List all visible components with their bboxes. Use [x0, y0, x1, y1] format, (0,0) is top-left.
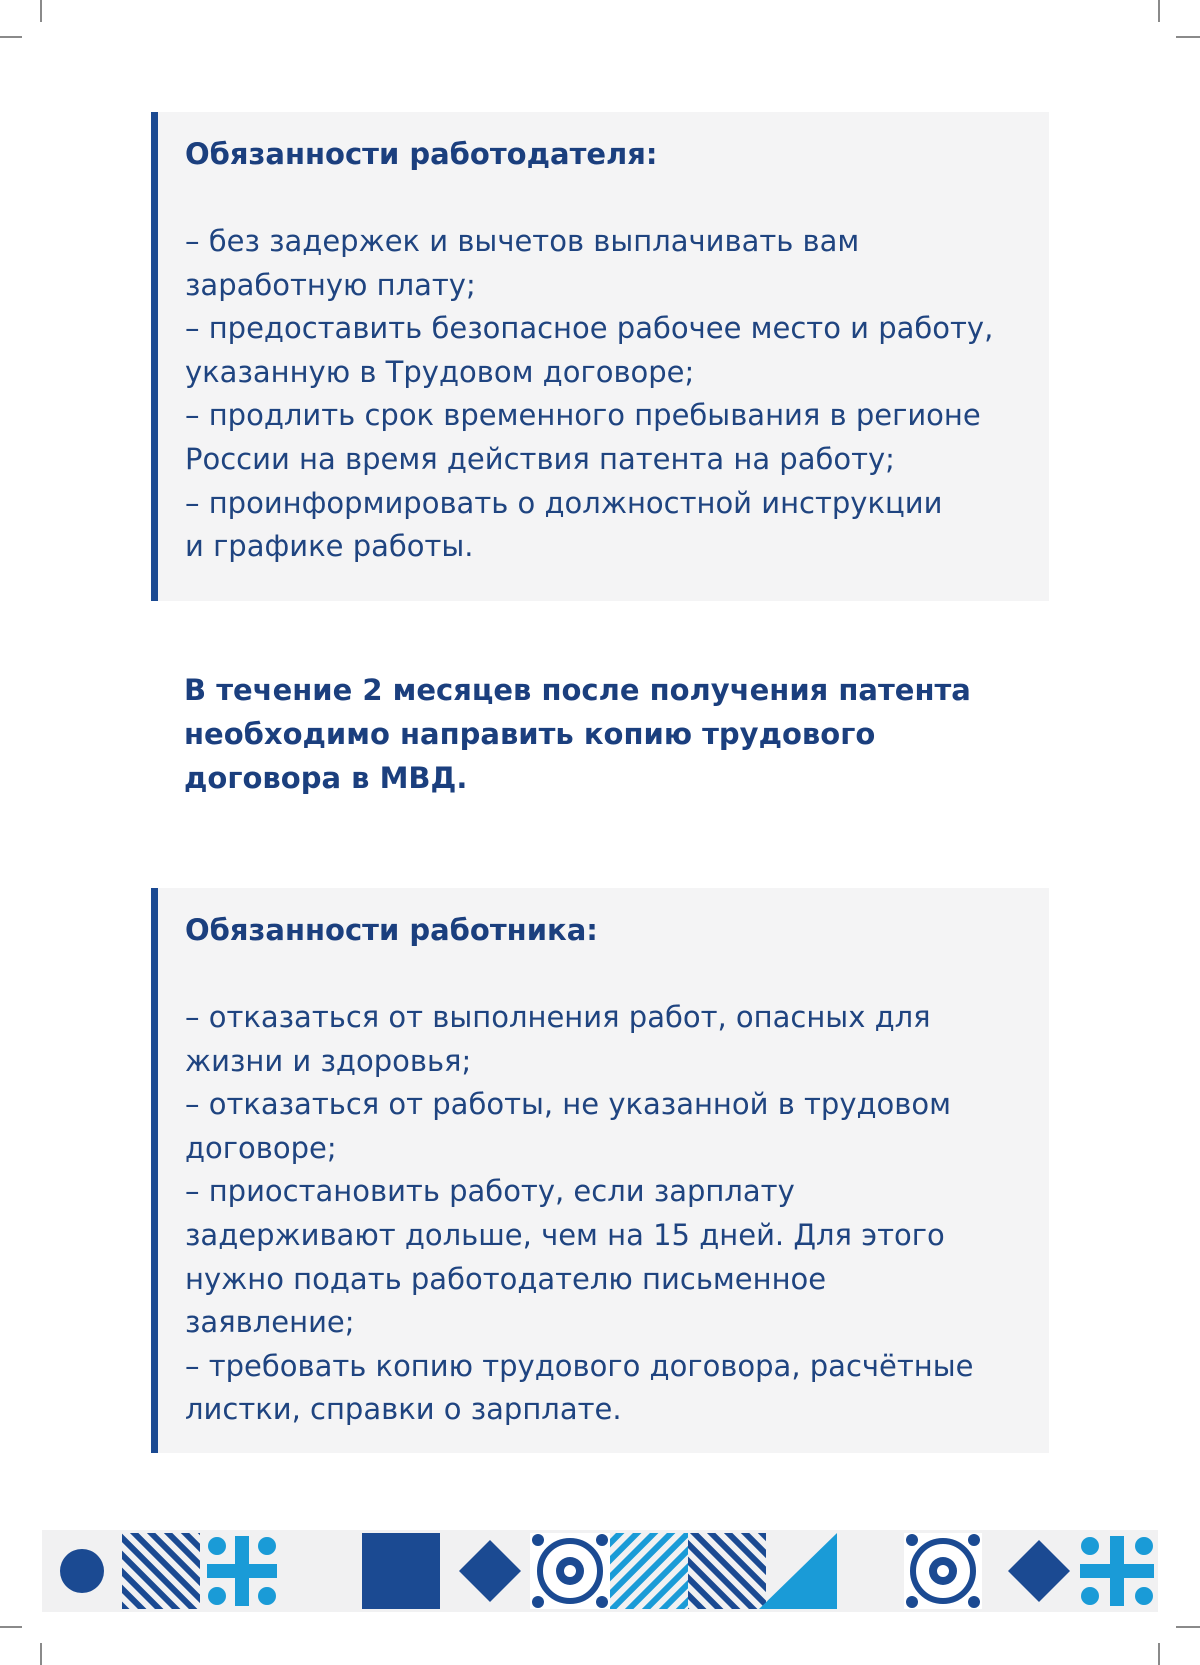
ornament-stripes-dark	[688, 1533, 766, 1609]
crop-mark-bottom-right-v	[1158, 1643, 1160, 1665]
crop-mark-top-right-v	[1158, 0, 1160, 22]
ornament-circle	[60, 1549, 104, 1593]
contract-notice: В течение 2 месяцев после получения патента необходимо направить копию трудового договора в МВД.	[184, 673, 971, 795]
ornament-svg	[42, 1530, 1158, 1612]
employer-duties-panel	[151, 112, 1049, 601]
crop-mark-top-right-h	[1176, 36, 1200, 38]
ornament-square	[362, 1533, 440, 1609]
employer-duties-title: Обязанности работодателя:	[185, 137, 658, 171]
employee-duties-text: – отказаться от выполнения работ, опасных для жизни и здоровья; – отказаться от работы, не указанной в трудовом договоре; – приостановить работу, если зарплату задерживают дольше, чем на 15 дней. Для этого нужно подать работодателю письменное заявление; – требовать копию трудового договора, расчётные листки, справки о зарплате.	[185, 1000, 974, 1427]
ornament-rosette-1	[530, 1533, 610, 1609]
crop-mark-bottom-left-h	[0, 1626, 22, 1628]
crop-mark-top-left-v	[40, 0, 42, 22]
employer-duties-text: – без задержек и вычетов выплачивать вам заработную плату; – предоставить безопасное рабочее место и работу, указанную в Трудовом договоре; – продлить срок временного пребывания в регионе России на время действия патента на работу; – проинформировать о должностной инструкции и графике работы.	[185, 224, 994, 564]
crop-mark-bottom-left-v	[40, 1643, 42, 1665]
ornament-rosette-2	[904, 1533, 982, 1609]
crop-mark-top-left-h	[0, 36, 22, 38]
ornament-band	[42, 1530, 1158, 1612]
employee-duties-panel	[151, 888, 1049, 1453]
ornament-triangle	[759, 1533, 837, 1609]
ornament-diamond-1	[459, 1540, 521, 1602]
ornament-stripes-light	[610, 1533, 688, 1609]
crop-mark-bottom-right-h	[1176, 1626, 1200, 1628]
ornament-lattice-dark	[122, 1533, 200, 1609]
ornament-diamond-2	[1008, 1540, 1070, 1602]
ornament-cross-light	[207, 1536, 277, 1606]
ornament-cross-light-2	[1080, 1536, 1154, 1606]
employee-duties-title: Обязанности работника:	[185, 913, 598, 947]
